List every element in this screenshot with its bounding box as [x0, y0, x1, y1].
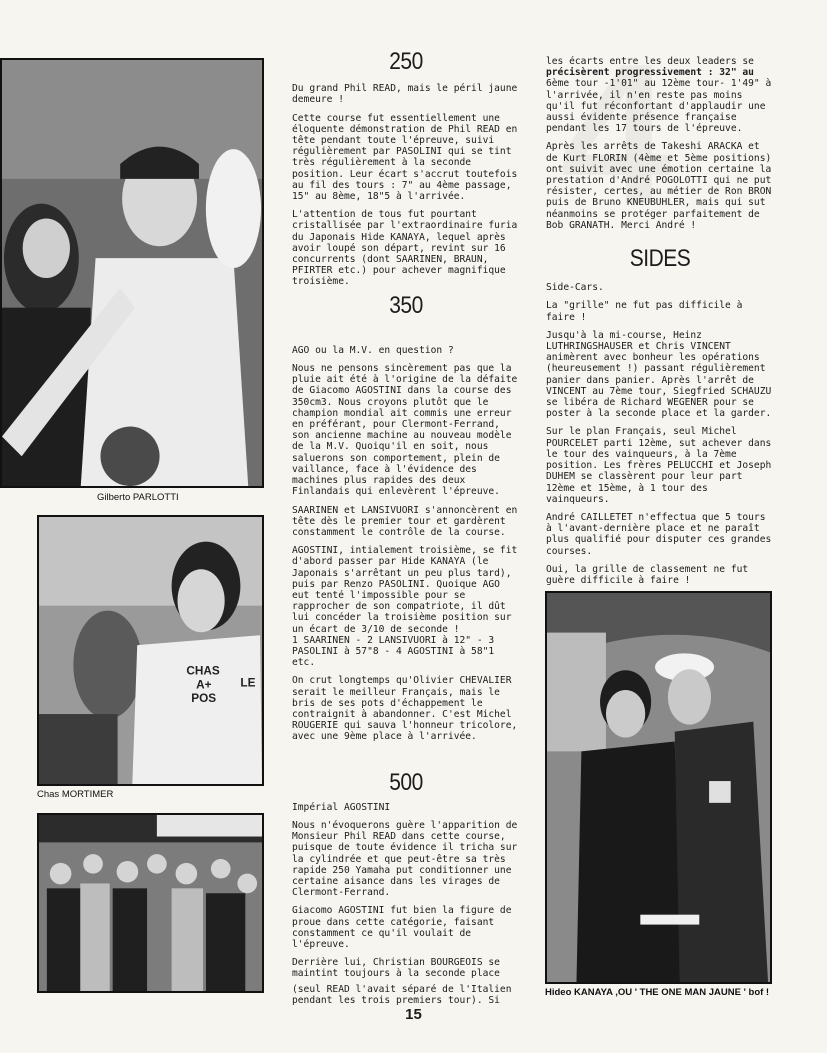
p500-body4: (seul READ l'avait séparé de l'Italien pendant les trois premiers tour). Si: [292, 983, 512, 1006]
heading-250: 250: [389, 48, 423, 75]
p500-intro: Impérial AGOSTINI: [292, 801, 391, 813]
sides-body2: Jusqu'à la mi-course, Heinz LUTHRINGSHAUSER et Chris VINCENT animèrent avec bonheur les opérations (heureusement !) passant régulièrement panier dans panier. Après l'arrêt de VINCENT au 7ème tour, Siegfried SCHAUZU se libéra de Richard WEGENER pour se poster à la seconde place et la garder.: [546, 329, 772, 420]
heading-sides: SIDES: [629, 245, 691, 272]
page-number: 15: [405, 1006, 422, 1023]
p250-intro: Du grand Phil READ, mais le péril jaune demeure !: [292, 83, 518, 106]
photo-hideo-kanaya: [545, 591, 772, 984]
caption-photo4: Hideo KANAYA ,OU ' THE ONE MAN JAUNE ' bof !: [545, 987, 770, 998]
p350-intro: AGO ou la M.V. en question ?: [292, 344, 454, 356]
sides-body1: La "grille" ne fut pas difficile à faire !: [546, 300, 743, 323]
heading-500: 500: [389, 768, 423, 796]
p500-body3: Derrière lui, Christian BOURGEOIS se maintint toujours à la seconde place: [292, 957, 500, 980]
p500-body1: Nous n'évoquerons guère l'apparition de Monsieur Phil READ dans cette course, puisque de toute évidence il tricha sur la cylindrée et que peut-être sa très rapide 250 Yamaha put conditionner une certaine aisance dans les virages de Clermont-Ferrand.: [292, 819, 518, 899]
right-top-line1: les écarts entre les deux leaders se: [546, 56, 754, 67]
right-top-line2: précisèrent progressivement : 32" au: [546, 67, 754, 79]
p350-results: 1 SAARINEN - 2 LANSIVUORI à 12" - 3 PASOLINI à 57"8 - 4 AGOSTINI à 58"1 etc.: [292, 634, 495, 669]
sides-intro: Side-Cars.: [546, 282, 604, 294]
photo-gilberto-parlotti: [0, 58, 264, 488]
sides-body5: Oui, la grille de classement ne fut guère difficile à faire !: [546, 563, 749, 586]
p250-body2: L'attention de tous fut pourtant cristallisée par l'extraordinaire furia du Japonais Hide KANAYA, lequel après avoir loupé son départ, revint sur 16 concurrents (dont SAARINEN, BRAUN, PFIRTER etc.) pour achever magnifique troisième.: [292, 209, 518, 288]
photo-podium-crowd: [37, 813, 264, 993]
caption-photo1: Gilberto PARLOTTI: [97, 492, 179, 503]
right-top-body1: 6ème tour -1'01" au 12ème tour- 1'49" à l'arrivée, il n'en reste pas moins qu'il fut réconfortant d'applaudir une aussi évidente présence française pendant les 17 tours de l'épreuve.: [546, 78, 772, 135]
p250-body1: Cette course fut essentiellement une éloquente démonstration de Phil READ en tête pendant toute l'épreuve, suivi régulièrement par PASOLINI qui se tint très régulièrement à la seconde position. Leur écart s'accrut toutefois au fil des tours : 7" au 4ème passage, 15" au 8ème, 18"5 à l'arrivée.: [292, 112, 518, 203]
caption-photo2: Chas MORTIMER: [37, 789, 114, 800]
jersey-text-line3: POS: [191, 691, 217, 706]
sides-body3: Sur le plan Français, seul Michel POURCELET parti 12ème, sut achever dans le tour des vainqueurs, à la 7ème position. Les frères PELUCCHI et Joseph DUHEM se classèrent pour leur part 12ème et 15ème, à 1 tour des vainqueurs.: [546, 426, 772, 505]
p500-body2: Giacomo AGOSTINI fut bien la figure de proue dans cette catégorie, faisant constamment ce qu'il voulait de l'épreuve.: [292, 905, 512, 950]
p350-body1: Nous ne pensons sincèrement pas que la pluie ait été à l'origine de la défaite de Giacomo AGOSTINI dans la course des 350cm3. Nous croyons plutôt que le champion mondial ait commis une erreur en préférant, pour Clermont-Ferrand, son ancienne machine au nouveau modèle de la M.V. Quoiqu'il en soit, nous saluerons son comportement, plein de vaillance, face à l'évidence des machines plus rapides des deux Finlandais qui enlevèrent l'épreuve.: [292, 363, 518, 498]
jersey-text-side: LE: [240, 675, 256, 690]
middle-column: [292, 48, 520, 1013]
p350-body2: SAARINEN et LANSIVUORI s'annoncèrent en tête dès le premier tour et gardèrent constamment le contrôle de la course.: [292, 504, 518, 538]
p350-body3: AGOSTINI, intialement troisième, se fit d'abord passer par Hide KANAYA (le Japonais s'arrêtant un peu plus tard), puis par Renzo PASOLINI. Quoique AGO eut tenté l'impossible pour se rapprocher de son compatriote, il dût lui concéder la troisième position sur un écart de 3/10 de seconde !: [292, 545, 518, 635]
right-column: [546, 56, 774, 593]
heading-350: 350: [389, 291, 423, 319]
p350-body4: On crut longtemps qu'Olivier CHEVALIER serait le meilleur Français, mais le bris de ses pots d'échappement le contraignit à abandonner. C'est Michel ROUGERIE qui sauva l'honneur tricolore, avec une 9ème place à l'arrivée.: [292, 675, 518, 743]
jersey-text-line1: CHAS: [186, 663, 220, 678]
right-top-body2: Après les arrêts de Takeshi ARACKA et de Kurt FLORIN (4ème et 5ème positions) ont suivit avec une émotion certaine la prestation d'André POGOLOTTI qui ne put résister, certes, au métier de Ron BRON puis de Bruno KNEUBUHLER, mais qui sut néanmoins se protéger parfaitement de Bob GRANATH. Merci André !: [546, 141, 772, 231]
sides-body4: André CAILLETET n'effectua que 5 tours à l'avant-dernière place et ne paraît plus qualifié pour disputer ces grandes courses.: [546, 511, 772, 557]
jersey-text-line2: A+: [196, 677, 212, 692]
photo-chas-mortimer: [37, 515, 264, 786]
